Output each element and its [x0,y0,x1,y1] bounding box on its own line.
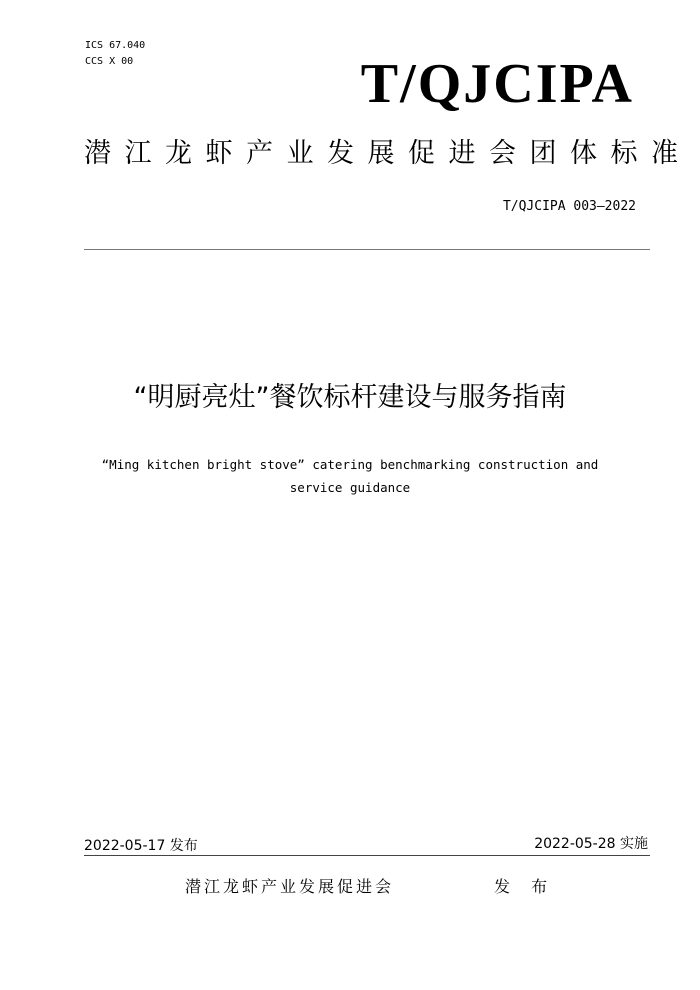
ics-code: ICS 67.040 [85,40,146,51]
publish-label: 发 布 [494,877,556,896]
document-title-chinese: “明厨亮灶”餐饮标杆建设与服务指南 [133,382,567,413]
standard-logo: T/QJCIPA [360,53,634,115]
bottom-divider [84,855,650,856]
standard-number: T/QJCIPA 003—2022 [502,199,636,214]
publisher-name: 潜江龙虾产业发展促进会 [185,877,395,896]
document-title-english [70,453,630,499]
effective-date: 2022-05-28 实施 [534,836,648,852]
top-divider [84,249,650,250]
english-title-line-2: service guidance [289,480,411,495]
ccs-code: CCS X 00 [85,56,134,67]
org-standard-title: 潜江龙虾产业发展促进会团体标准 [84,138,692,169]
classification-codes [85,38,145,70]
issue-date: 2022-05-17 发布 [84,838,198,854]
english-title-line-1: “Ming kitchen bright stove” catering benchmarking construction and [101,457,599,472]
